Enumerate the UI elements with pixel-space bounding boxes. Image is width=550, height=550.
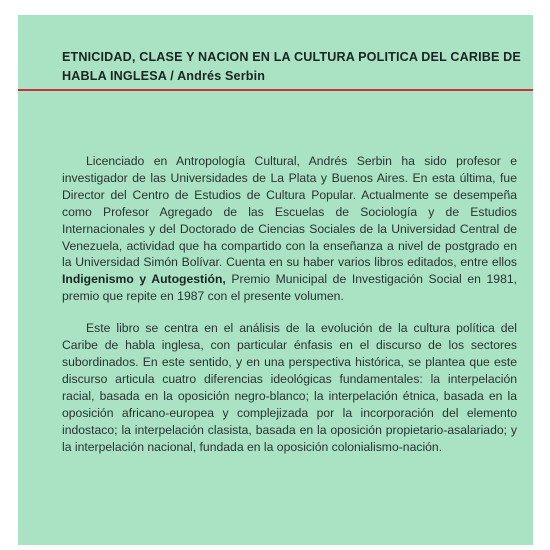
highlighted-book-title: Indigenismo y Autogestión,	[62, 272, 226, 287]
book-author: Andrés Serbin	[177, 68, 266, 83]
author-bio-paragraph	[62, 153, 517, 305]
blurb-body	[62, 153, 517, 455]
red-divider-line	[18, 89, 533, 91]
book-title-block	[62, 48, 522, 85]
title-separator: /	[166, 68, 178, 83]
author-bio-award-text: Premio Municipal de Investigación Social en 1981, premio que repite en 1987 con el presente volumen.	[62, 272, 518, 304]
author-bio-text: Licenciado en Antropología Cultural, Andrés Serbin ha sido profesor e investigador de las Universidades de La Plata y Buenos Aires. En esta última, fue Director del Centro de Estudios de Cultura Popular. Actualmente se desempeña como Profesor Agregado de las Escuelas de Sociología y de Estudios Internacionales y del Doctorado de Ciencias Sociales de la Universidad Central de Venezuela, actividad que ha compartido con la enseñanza a nivel de postgrado en la Universidad Simón Bolívar. Cuenta en su haber varios libros editados, entre ellos	[62, 154, 517, 270]
book-summary-paragraph: Este libro se centra en el análisis de la evolución de la cultura política del Caribe de habla inglesa, con particular énfasis en el discurso de los sectores subordinados. En este sentido, y en una perspectiva histórica, se plantea que este discurso articula cuatro diferencias ideológicas fundamentales: la interpelación racial, basada en la oposición negro-blanco; la interpelación étnica, basada en la oposición africano-europea y complejizada por la incorporación del elemento indostaco; la interpelación clasista, basada en la oposición propietario-asalariado; y la interpelación nacional, fundada en la oposición colonialismo-nación.	[62, 321, 517, 454]
book-title: ETNICIDAD, CLASE Y NACION EN LA CULTURA POLITICA DEL CARIBE DE HABLA INGLESA	[62, 50, 521, 83]
book-back-cover	[18, 15, 533, 545]
